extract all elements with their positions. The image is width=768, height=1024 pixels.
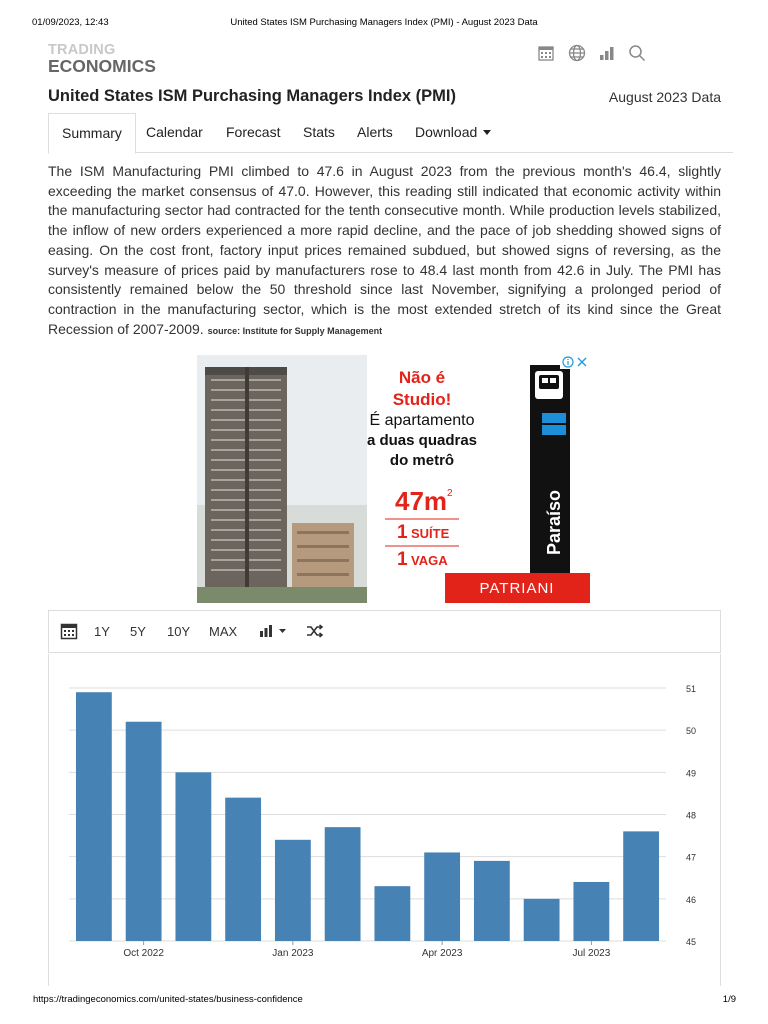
advertisement-banner[interactable]: [197, 355, 590, 603]
page-subtitle: August 2023 Data: [608, 89, 721, 105]
print-page-number: 1/9: [722, 994, 736, 1005]
bar: [374, 886, 410, 941]
globe-icon[interactable]: [567, 43, 587, 63]
source-note[interactable]: source: Institute for Supply Management: [207, 325, 383, 336]
tab-label: Forecast: [226, 124, 281, 140]
tab-bar: [48, 113, 733, 153]
bar: [126, 722, 162, 941]
chevron-down-icon: [483, 130, 491, 135]
bar: [225, 798, 261, 941]
y-tick-label: 46: [686, 894, 697, 905]
calendar-icon[interactable]: [60, 622, 78, 644]
shuffle-icon[interactable]: [306, 624, 324, 642]
range-1y-button[interactable]: 1Y: [94, 624, 110, 639]
page-title: United States ISM Purchasing Managers Index (PMI): [48, 87, 456, 105]
ad-choices[interactable]: [560, 355, 590, 369]
ad-suite-label: SUÍTE: [411, 526, 450, 541]
logo-line-1: TRADING: [48, 42, 116, 58]
bar: [325, 827, 361, 941]
print-header: [0, 17, 768, 31]
tab-stats[interactable]: [303, 113, 335, 153]
y-tick-label: 50: [686, 726, 697, 737]
tab-alerts[interactable]: [357, 113, 393, 153]
x-tick-label: Apr 2023: [421, 948, 463, 959]
chart-type-dropdown[interactable]: [259, 624, 291, 642]
tab-label: Summary: [62, 125, 122, 141]
y-tick-label: 47: [686, 852, 697, 863]
summary-body: The ISM Manufacturing PMI climbed to 47.6 in August 2023 from the previous month's 46.4, slightly exceeding the market consensus of 47.0. However, this reading still indicated that economic activity within the manufacturing sector had contracted for the tenth consecutive month. While production levels stabilized, the inflow of new orders experienced a more rapid decline, and the pace of job shedding showed signs of easing. On the cost front, factory input prices remained subdued, but showed signs of reversing, as the survey's measure of prices paid by manufacturers rose to 48.4 last month from 42.6 in July. The PMI has consistently remained below the 50 threshold since last November, signifying a prolonged period of contraction in the manufacturing sector, which is the most extended stretch of its kind since the Great Recession of 2007-2009.: [48, 163, 721, 337]
tab-label: Stats: [303, 124, 335, 140]
tab-download[interactable]: [415, 113, 491, 153]
print-url: https://tradingeconomics.com/united-states/business-confidence: [33, 994, 303, 1005]
range-10y-button[interactable]: 10Y: [167, 624, 191, 639]
ad-vaga-label: VAGA: [411, 553, 448, 568]
bar-chart-icon[interactable]: [597, 43, 617, 63]
advertisement-image: [197, 355, 590, 603]
tab-summary[interactable]: [48, 113, 136, 154]
summary-text: [48, 162, 721, 341]
bar: [275, 840, 311, 941]
logo-line-2: ECONOMICS: [48, 55, 156, 76]
bar: [76, 692, 112, 941]
ad-vaga-number: 1: [397, 549, 408, 570]
calendar-icon[interactable]: [536, 43, 556, 63]
tab-label: Download: [415, 124, 478, 140]
bar: [474, 861, 510, 941]
ad-headline-1: Não é: [398, 368, 446, 387]
search-icon[interactable]: [627, 43, 647, 63]
range-5y-button[interactable]: 5Y: [130, 624, 146, 639]
bar: [623, 831, 659, 941]
tab-calendar[interactable]: [146, 113, 203, 153]
trading-economics-logo[interactable]: [48, 43, 156, 75]
range-max-button[interactable]: MAX: [209, 624, 238, 639]
y-tick-label: 48: [686, 810, 697, 821]
pmi-bar-chart: [49, 654, 720, 986]
chart-area: [48, 654, 721, 986]
tab-forecast[interactable]: [226, 113, 280, 153]
bar: [175, 772, 211, 941]
chart-toolbar: [48, 610, 721, 653]
y-tick-label: 51: [686, 684, 697, 694]
ad-area: 47m: [395, 486, 448, 516]
ad-headline-2: Studio!: [392, 390, 452, 409]
print-timestamp: 01/09/2023, 12:43: [32, 17, 109, 28]
ad-suite-number: 1: [397, 522, 408, 543]
bar: [424, 852, 460, 941]
bar: [573, 882, 609, 941]
print-page-title: United States ISM Purchasing Managers Index (PMI) - August 2023 Data: [230, 17, 538, 28]
bar-chart-icon: [259, 624, 291, 638]
ad-area-superscript: 2: [447, 488, 453, 499]
x-tick-label: Jul 2023: [572, 948, 611, 959]
ad-line-4: a duas quadras: [366, 432, 478, 449]
x-tick-label: Oct 2022: [123, 948, 164, 959]
y-tick-label: 45: [686, 937, 697, 947]
y-tick-label: 49: [686, 768, 697, 779]
x-tick-label: Jan 2023: [272, 948, 314, 959]
tab-label: Calendar: [146, 124, 203, 140]
ad-station-name: Paraíso: [544, 489, 564, 555]
ad-brand: PATRIANI: [479, 580, 555, 597]
tab-label: Alerts: [357, 124, 393, 140]
bar: [524, 899, 560, 941]
ad-line-5: do metrô: [389, 452, 455, 469]
ad-line-3: É apartamento: [369, 412, 475, 429]
